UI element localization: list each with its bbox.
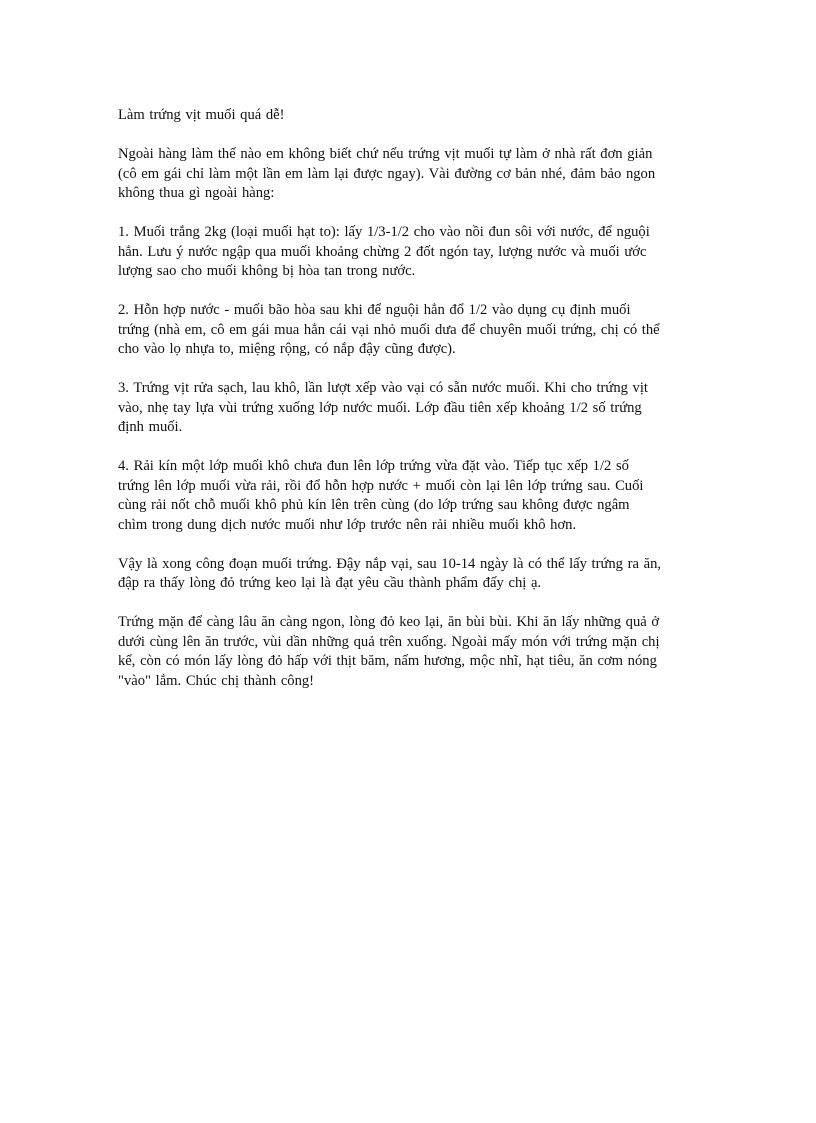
text-line: lượng sao cho muối không bị hòa tan trong nước.	[118, 263, 416, 279]
text-line: dưới cùng lên ăn trước, vùi dần những quả trên xuống. Ngoài mấy món với trứng mặn chị	[118, 633, 660, 650]
paragraph-step-1	[118, 223, 698, 282]
text-line: trứng (nhà em, cô em gái mua hẳn cái vại nhỏ muối dưa để chuyên muối trứng, chị có thể	[118, 321, 660, 338]
paragraph-finish	[118, 555, 698, 594]
text-line: 3. Trứng vịt rửa sạch, lau khô, lần lượt xếp vào vại có sẵn nước muối. Khi cho trứng vịt	[118, 380, 648, 396]
text-line: (cô em gái chỉ làm một lần em làm lại được ngay). Vài đường cơ bản nhé, đảm bảo ngon	[118, 165, 656, 182]
text-line: chìm trong dung dịch nước muối như lớp trước nên rải nhiều muối khô hơn.	[118, 516, 577, 533]
paragraph-step-2	[118, 301, 698, 360]
paragraph-serving-tips	[118, 613, 698, 691]
text-line: cùng rải nốt chỗ muối khô phủ kín lên trên cùng (do lớp trứng sau không được ngâm	[118, 497, 630, 513]
text-line: Vậy là xong công đoạn muối trứng. Đậy nắp vại, sau 10-14 ngày là có thể lấy trứng ra ăn,	[118, 555, 662, 572]
text-line: trứng lên lớp muối vừa rải, rồi đổ hỗn hợp nước + muối còn lại lên lớp trứng sau. Cuối	[118, 477, 644, 494]
text-line: cho vào lọ nhựa to, miệng rộng, có nắp đậy cũng được).	[118, 341, 456, 357]
text-line: không thua gì ngoài hàng:	[118, 185, 275, 201]
paragraph-intro	[118, 145, 698, 204]
text-line: 2. Hỗn hợp nước - muối bão hòa sau khi để nguội hẳn đổ 1/2 vào dụng cụ định muối	[118, 302, 631, 318]
paragraph-step-4	[118, 457, 698, 535]
document-page	[118, 106, 698, 711]
text-line: định muối.	[118, 419, 183, 435]
text-line: đập ra thấy lòng đỏ trứng keo lại là đạt yêu cầu thành phẩm đấy chị ạ.	[118, 575, 542, 591]
text-line: kể, còn có món lấy lòng đỏ hấp với thịt băm, nấm hương, mộc nhĩ, hạt tiêu, ăn cơm nóng	[118, 653, 657, 669]
text-line: Ngoài hàng làm thế nào em không biết chứ nếu trứng vịt muối tự làm ở nhà rất đơn giản	[118, 146, 653, 162]
text-line: hẳn. Lưu ý nước ngập qua muối khoảng chừng 2 đốt ngón tay, lượng nước và muối ước	[118, 243, 647, 260]
text-line: vào, nhẹ tay lựa vùi trứng xuống lớp nước muối. Lớp đầu tiên xếp khoảng 1/2 số trứng	[118, 399, 642, 416]
paragraph-step-3	[118, 379, 698, 438]
document-title	[118, 106, 698, 126]
text-line: "vào" lắm. Chúc chị thành công!	[118, 672, 315, 689]
text-line: 1. Muối trắng 2kg (loại muối hạt to): lấy 1/3-1/2 cho vào nồi đun sôi với nước, để nguội	[118, 224, 650, 240]
text-line: Làm trứng vịt muối quá dễ!	[118, 107, 285, 123]
text-line: 4. Rải kín một lớp muối khô chưa đun lên lớp trứng vừa đặt vào. Tiếp tục xếp 1/2 số	[118, 458, 629, 474]
text-line: Trứng mặn để càng lâu ăn càng ngon, lòng đỏ keo lại, ăn bùi bùi. Khi ăn lấy những quả ở	[118, 614, 660, 630]
